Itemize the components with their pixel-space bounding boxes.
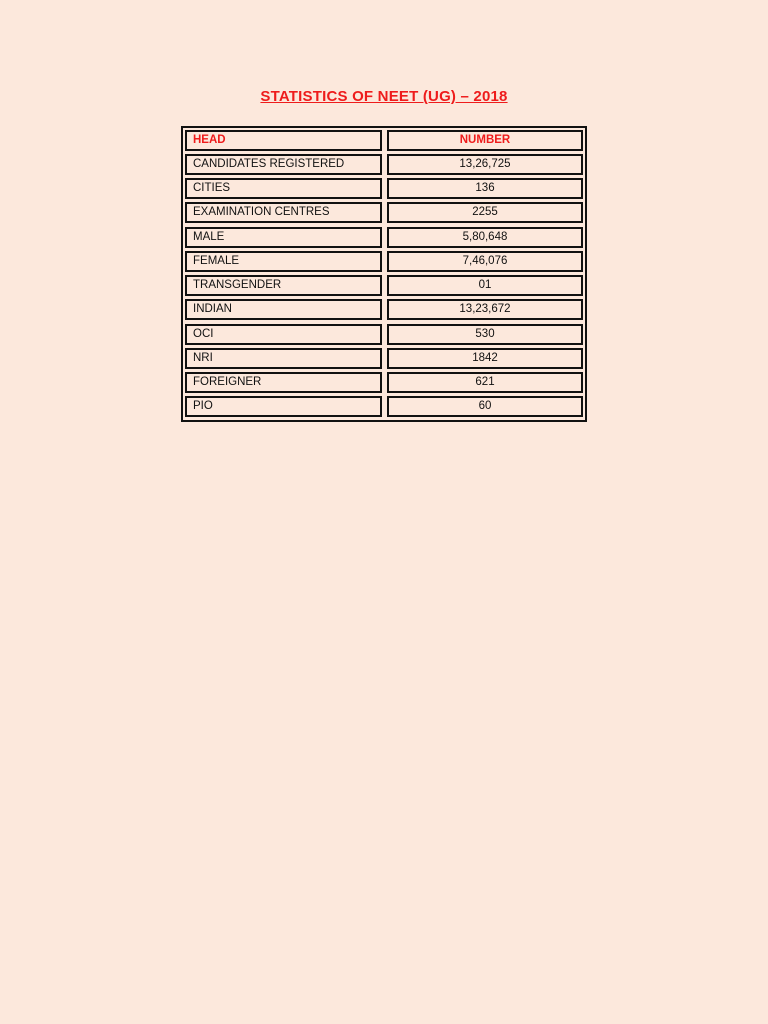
column-header-head: HEAD	[185, 130, 382, 151]
row-head-cell: FEMALE	[185, 251, 382, 272]
row-head-cell: MALE	[185, 227, 382, 248]
row-head-cell: EXAMINATION CENTRES	[185, 202, 382, 223]
row-number-cell: 1842	[387, 348, 583, 369]
row-head-cell: OCI	[185, 324, 382, 345]
row-head-cell: INDIAN	[185, 299, 382, 320]
row-number-cell: 13,26,725	[387, 154, 583, 175]
table-row	[183, 202, 585, 223]
table-row	[183, 154, 585, 175]
row-head-cell: FOREIGNER	[185, 372, 382, 393]
row-number-cell: 621	[387, 372, 583, 393]
row-number-cell: 5,80,648	[387, 227, 583, 248]
row-head-cell: PIO	[185, 396, 382, 417]
row-number-cell: 2255	[387, 202, 583, 223]
table-row	[183, 299, 585, 320]
table-row	[183, 324, 585, 345]
table-row	[183, 372, 585, 393]
row-number-cell: 60	[387, 396, 583, 417]
row-head-cell: TRANSGENDER	[185, 275, 382, 296]
row-number-cell: 136	[387, 178, 583, 199]
row-head-cell: NRI	[185, 348, 382, 369]
row-number-cell: 530	[387, 324, 583, 345]
row-number-cell: 7,46,076	[387, 251, 583, 272]
table-row	[183, 178, 585, 199]
table-header-row	[183, 130, 585, 151]
row-number-cell: 01	[387, 275, 583, 296]
table-row	[183, 396, 585, 417]
row-head-cell: CITIES	[185, 178, 382, 199]
row-head-cell: CANDIDATES REGISTERED	[185, 154, 382, 175]
statistics-table	[181, 126, 587, 422]
table-row	[183, 348, 585, 369]
row-number-cell: 13,23,672	[387, 299, 583, 320]
column-header-number: NUMBER	[387, 130, 583, 151]
table-row	[183, 227, 585, 248]
table-row	[183, 251, 585, 272]
table-row	[183, 275, 585, 296]
page-title: STATISTICS OF NEET (UG) – 2018	[260, 88, 508, 105]
